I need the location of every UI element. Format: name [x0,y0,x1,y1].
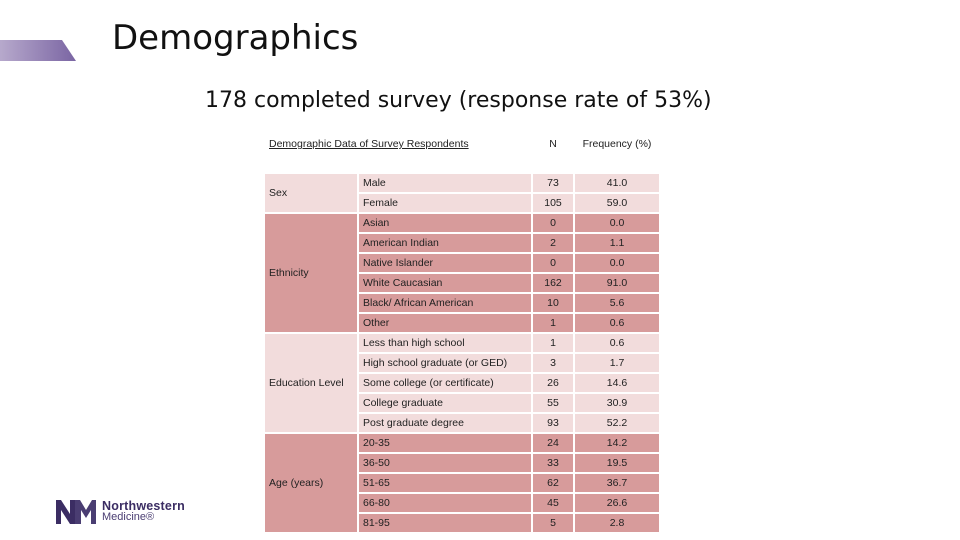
row-frequency: 14.6 [574,373,660,393]
table-row [264,213,660,233]
row-label: College graduate [358,393,532,413]
row-n: 33 [532,453,574,473]
row-n: 105 [532,193,574,213]
category-sex: Sex [264,173,358,213]
row-label: Less than high school [358,333,532,353]
row-frequency: 41.0 [574,173,660,193]
category-ethnicity: Ethnicity [264,213,358,333]
row-n: 2 [532,233,574,253]
northwestern-medicine-logo [56,500,185,524]
row-n: 24 [532,433,574,453]
row-n: 62 [532,473,574,493]
table-header-frequency: Frequency (%) [574,133,660,173]
row-label: High school graduate (or GED) [358,353,532,373]
demographics-table [264,133,660,533]
row-label: 66-80 [358,493,532,513]
table-header-n: N [532,133,574,173]
row-n: 26 [532,373,574,393]
row-frequency: 2.8 [574,513,660,533]
row-label: White Caucasian [358,273,532,293]
row-label: Male [358,173,532,193]
row-n: 45 [532,493,574,513]
row-label: Other [358,313,532,333]
table-row [264,333,660,353]
row-frequency: 19.5 [574,453,660,473]
row-n: 93 [532,413,574,433]
slide-subtitle: 178 completed survey (response rate of 53%) [205,88,712,113]
row-frequency: 26.6 [574,493,660,513]
table-header-row [264,133,660,173]
row-label: 20-35 [358,433,532,453]
logo-wordmark-line2: Medicine® [102,511,155,523]
slide-title: Demographics [112,18,359,58]
row-label: 81-95 [358,513,532,533]
table-row [264,173,660,193]
row-frequency: 1.7 [574,353,660,373]
row-frequency: 91.0 [574,273,660,293]
row-label: Asian [358,213,532,233]
category-age: Age (years) [264,433,358,533]
logo-wordmark-line1: Northwestern [102,499,185,513]
row-n: 73 [532,173,574,193]
row-frequency: 14.2 [574,433,660,453]
title-accent-bar [0,40,76,61]
row-label: 36-50 [358,453,532,473]
row-n: 162 [532,273,574,293]
row-frequency: 0.0 [574,213,660,233]
row-label: Some college (or certificate) [358,373,532,393]
row-n: 1 [532,313,574,333]
row-frequency: 59.0 [574,193,660,213]
row-label: 51-65 [358,473,532,493]
row-n: 55 [532,393,574,413]
row-n: 0 [532,213,574,233]
row-n: 1 [532,333,574,353]
row-frequency: 36.7 [574,473,660,493]
table-row [264,433,660,453]
row-n: 5 [532,513,574,533]
row-frequency: 0.6 [574,313,660,333]
row-frequency: 5.6 [574,293,660,313]
nm-monogram-icon [56,500,96,524]
row-label: Native Islander [358,253,532,273]
row-n: 3 [532,353,574,373]
row-label: Female [358,193,532,213]
row-label: American Indian [358,233,532,253]
category-education-level: Education Level [264,333,358,433]
row-frequency: 0.6 [574,333,660,353]
row-frequency: 30.9 [574,393,660,413]
row-label: Black/ African American [358,293,532,313]
row-frequency: 0.0 [574,253,660,273]
row-n: 0 [532,253,574,273]
table-header-label: Demographic Data of Survey Respondents [264,133,532,173]
row-frequency: 1.1 [574,233,660,253]
row-n: 10 [532,293,574,313]
row-label: Post graduate degree [358,413,532,433]
row-frequency: 52.2 [574,413,660,433]
